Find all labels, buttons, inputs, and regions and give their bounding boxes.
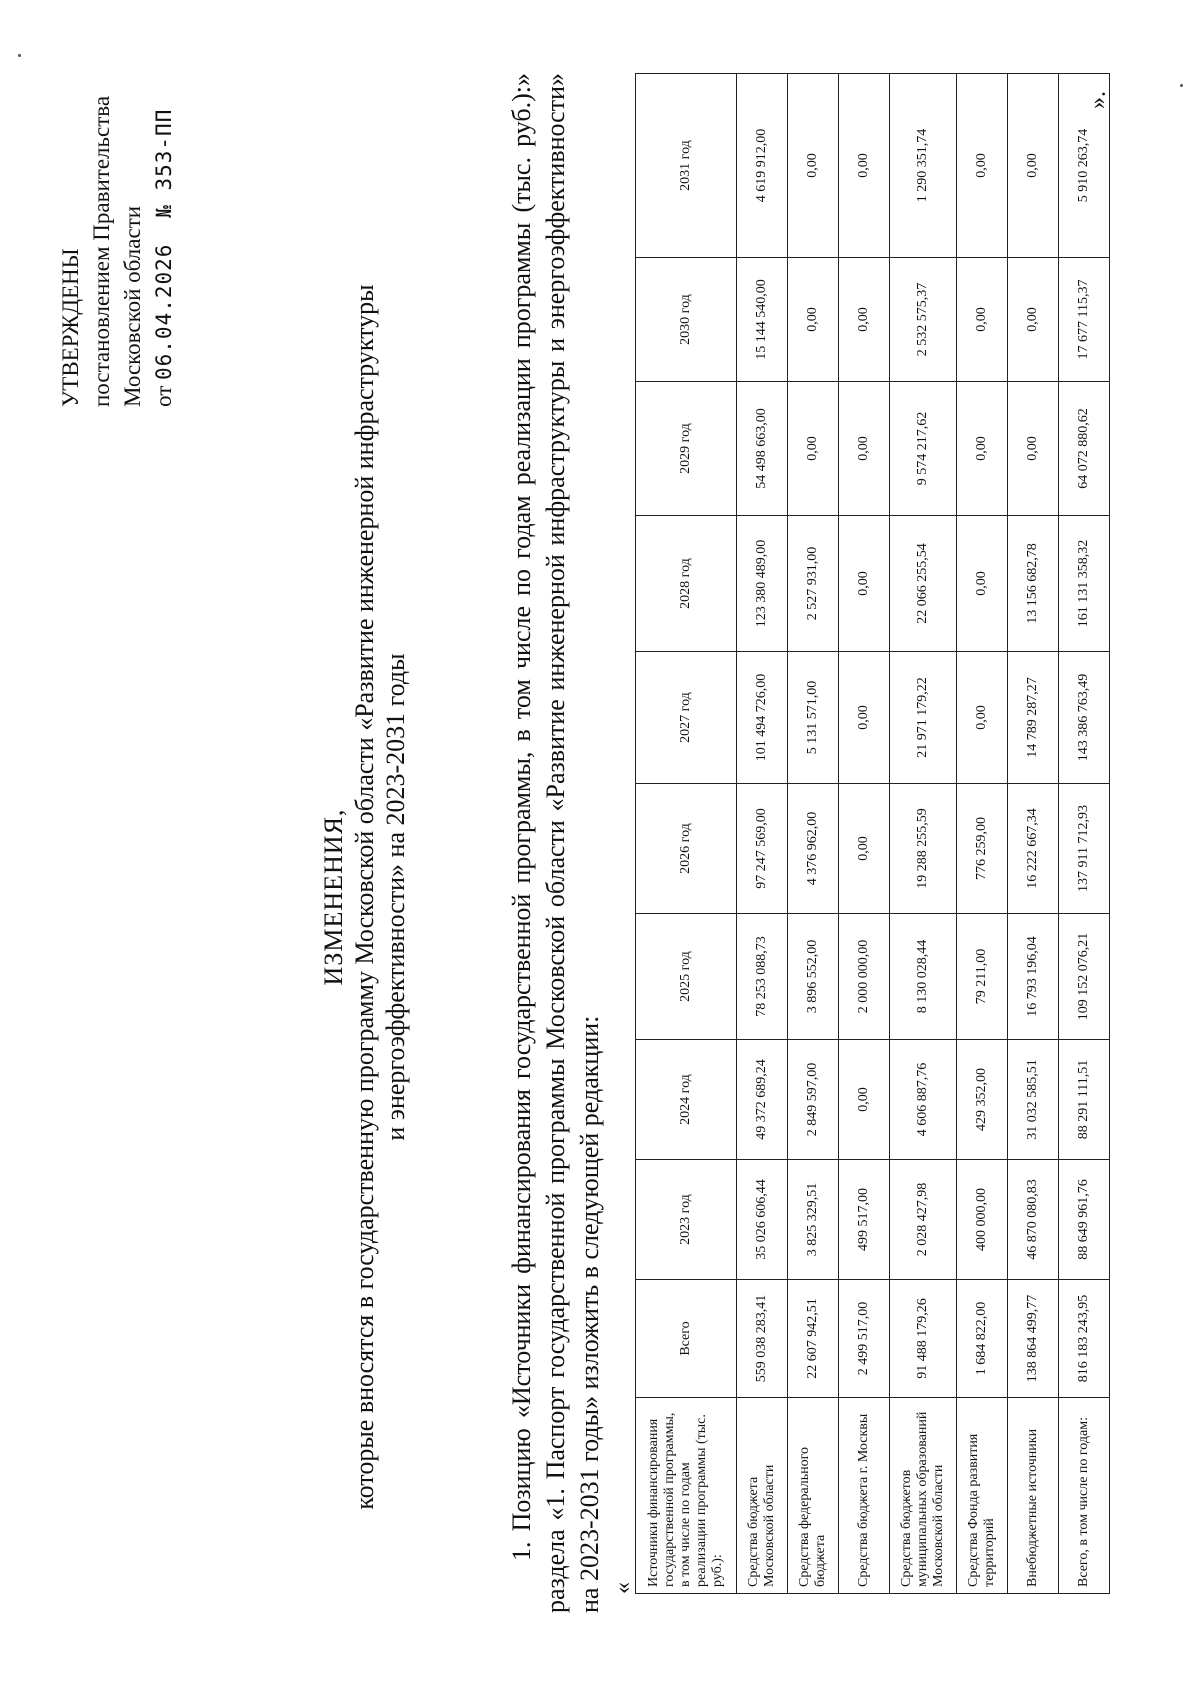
amount-cell: 17 677 115,37	[1059, 258, 1110, 382]
document-title	[318, 247, 411, 1547]
source-name-cell: Всего, в том числе по годам:	[1059, 1398, 1110, 1594]
amount-cell: 0,00	[839, 382, 890, 516]
amount-cell: 0,00	[1008, 382, 1059, 516]
header-year-cell: 2025 год	[636, 914, 737, 1040]
approval-line-1: постановлением Правительства	[89, 95, 114, 407]
amount-cell: 4 606 887,76	[890, 1040, 957, 1160]
amount-cell: 3 896 552,00	[788, 914, 839, 1040]
header-year-cell: 2027 год	[636, 652, 737, 784]
amount-cell: 54 498 663,00	[737, 382, 788, 516]
amount-cell: 0,00	[839, 516, 890, 652]
amount-cell: 22 066 255,54	[890, 516, 957, 652]
header-year-cell: Всего	[636, 1280, 737, 1398]
amount-cell: 64 072 880,62	[1059, 382, 1110, 516]
amount-cell: 78 253 088,73	[737, 914, 788, 1040]
amount-cell: 2 000 000,00	[839, 914, 890, 1040]
amount-cell: 101 494 726,00	[737, 652, 788, 784]
table-row	[957, 74, 1008, 1594]
source-name-cell: Средства бюджетов муниципальных образований Московской области	[890, 1398, 957, 1594]
amount-cell: 0,00	[957, 74, 1008, 258]
amount-cell: 2 527 931,00	[788, 516, 839, 652]
amount-cell: 91 488 179,26	[890, 1280, 957, 1398]
amount-cell: 49 372 689,24	[737, 1040, 788, 1160]
amount-cell: 138 864 499,77	[1008, 1280, 1059, 1398]
amount-cell: 5 131 571,00	[788, 652, 839, 784]
amount-cell: 0,00	[839, 784, 890, 914]
amount-cell: 123 380 489,00	[737, 516, 788, 652]
source-name-cell: Средства федерального бюджета	[788, 1398, 839, 1594]
amount-cell: 46 870 080,83	[1008, 1160, 1059, 1280]
title-line-1: которые вносятся в государственную программу Московской области «Развитие инженерной инфраструктуры	[350, 284, 379, 1510]
table-row	[737, 74, 788, 1594]
approval-number: № 353-ПП	[152, 108, 176, 218]
approval-heading: УТВЕРЖДЕНЫ	[58, 248, 83, 407]
table-row	[788, 74, 839, 1594]
amount-cell: 3 825 329,51	[788, 1160, 839, 1280]
amount-cell: 15 144 540,00	[737, 258, 788, 382]
amount-cell: 776 259,00	[957, 784, 1008, 914]
amount-cell: 1 684 822,00	[957, 1280, 1008, 1398]
table-row	[839, 74, 890, 1594]
table-row	[1059, 74, 1110, 1594]
amount-cell: 0,00	[839, 1040, 890, 1160]
amount-cell: 2 532 575,37	[890, 258, 957, 382]
amount-cell: 109 152 076,21	[1059, 914, 1110, 1040]
header-year-cell: 2031 год	[636, 74, 737, 258]
paragraph-text: 1. Позицию «Источники финансирования государственной программы, в том числе по годам реализации программы (тыс. руб.):» раздела «1. Паспорт государственной программы Московской области «Развитие инженерной инфраструктуры и энергоэффективности» на 2023-2031 годы» изложить в следующей редакции:	[507, 73, 604, 1613]
amount-cell: 16 793 196,04	[1008, 914, 1059, 1040]
amount-cell: 88 291 111,51	[1059, 1040, 1110, 1160]
amount-cell: 0,00	[788, 258, 839, 382]
amount-cell: 0,00	[1008, 258, 1059, 382]
header-year-cell: 2023 год	[636, 1160, 737, 1280]
scan-speck	[18, 54, 21, 57]
amount-cell: 0,00	[957, 516, 1008, 652]
amount-cell: 4 619 912,00	[737, 74, 788, 258]
amount-cell: 13 156 682,78	[1008, 516, 1059, 652]
header-year-cell: 2028 год	[636, 516, 737, 652]
title-heading: ИЗМЕНЕНИЯ,	[319, 808, 348, 986]
amount-cell: 137 911 712,93	[1059, 784, 1110, 914]
amount-cell: 5 910 263,74	[1059, 74, 1110, 258]
amount-cell: 0,00	[957, 258, 1008, 382]
amount-cell: 0,00	[957, 382, 1008, 516]
scan-speck	[1180, 84, 1183, 87]
amount-cell: 2 849 597,00	[788, 1040, 839, 1160]
body-paragraph	[505, 73, 607, 1613]
amount-cell: 0,00	[839, 74, 890, 258]
header-year-cell: 2024 год	[636, 1040, 737, 1160]
financing-table	[635, 73, 1110, 1594]
approval-stamp	[55, 7, 180, 407]
amount-cell: 31 032 585,51	[1008, 1040, 1059, 1160]
amount-cell: 0,00	[839, 652, 890, 784]
amount-cell: 816 183 243,95	[1059, 1280, 1110, 1398]
source-name-cell: Внебюджетные источники	[1008, 1398, 1059, 1594]
amount-cell: 499 517,00	[839, 1160, 890, 1280]
table-row	[1008, 74, 1059, 1594]
amount-cell: 4 376 962,00	[788, 784, 839, 914]
amount-cell: 559 038 283,41	[737, 1280, 788, 1398]
amount-cell: 0,00	[788, 74, 839, 258]
table-header-row	[636, 74, 737, 1594]
amount-cell: 0,00	[839, 258, 890, 382]
approval-date: 06.04.2026	[152, 243, 176, 380]
amount-cell: 400 000,00	[957, 1160, 1008, 1280]
amount-cell: 22 607 942,51	[788, 1280, 839, 1398]
header-year-cell: 2026 год	[636, 784, 737, 914]
amount-cell: 79 211,00	[957, 914, 1008, 1040]
amount-cell: 35 026 606,44	[737, 1160, 788, 1280]
amount-cell: 143 386 763,49	[1059, 652, 1110, 784]
amount-cell: 2 499 517,00	[839, 1280, 890, 1398]
amount-cell: 88 649 961,76	[1059, 1160, 1110, 1280]
amount-cell: 21 971 179,22	[890, 652, 957, 784]
amount-cell: 0,00	[1008, 74, 1059, 258]
amount-cell: 9 574 217,62	[890, 382, 957, 516]
amount-cell: 97 247 569,00	[737, 784, 788, 914]
amount-cell: 0,00	[788, 382, 839, 516]
amount-cell: 16 222 667,34	[1008, 784, 1059, 914]
approval-date-prefix: от	[151, 385, 176, 407]
opening-quote: «	[610, 1582, 636, 1594]
approval-date-line	[148, 7, 180, 407]
header-year-cell: 2029 год	[636, 382, 737, 516]
amount-cell: 8 130 028,44	[890, 914, 957, 1040]
approval-line-2: Московской области	[120, 205, 145, 407]
source-name-cell: Средства бюджета г. Москвы	[839, 1398, 890, 1594]
source-name-cell: Средства бюджета Московской области	[737, 1398, 788, 1594]
amount-cell: 14 789 287,27	[1008, 652, 1059, 784]
header-year-cell: 2030 год	[636, 258, 737, 382]
amount-cell: 0,00	[957, 652, 1008, 784]
source-name-cell: Средства Фонда развития территорий	[957, 1398, 1008, 1594]
amount-cell: 161 131 358,32	[1059, 516, 1110, 652]
title-line-2: и энергоэффективности» на 2023-2031 годы	[381, 653, 410, 1141]
amount-cell: 1 290 351,74	[890, 74, 957, 258]
amount-cell: 2 028 427,98	[890, 1160, 957, 1280]
amount-cell: 429 352,00	[957, 1040, 1008, 1160]
table-row	[890, 74, 957, 1594]
header-source-cell: Источники финансирования государственной программы, в том числе по годам реализации программы (тыс. руб.):	[636, 1398, 737, 1594]
closing-quote: ».	[1085, 91, 1111, 109]
amount-cell: 19 288 255,59	[890, 784, 957, 914]
